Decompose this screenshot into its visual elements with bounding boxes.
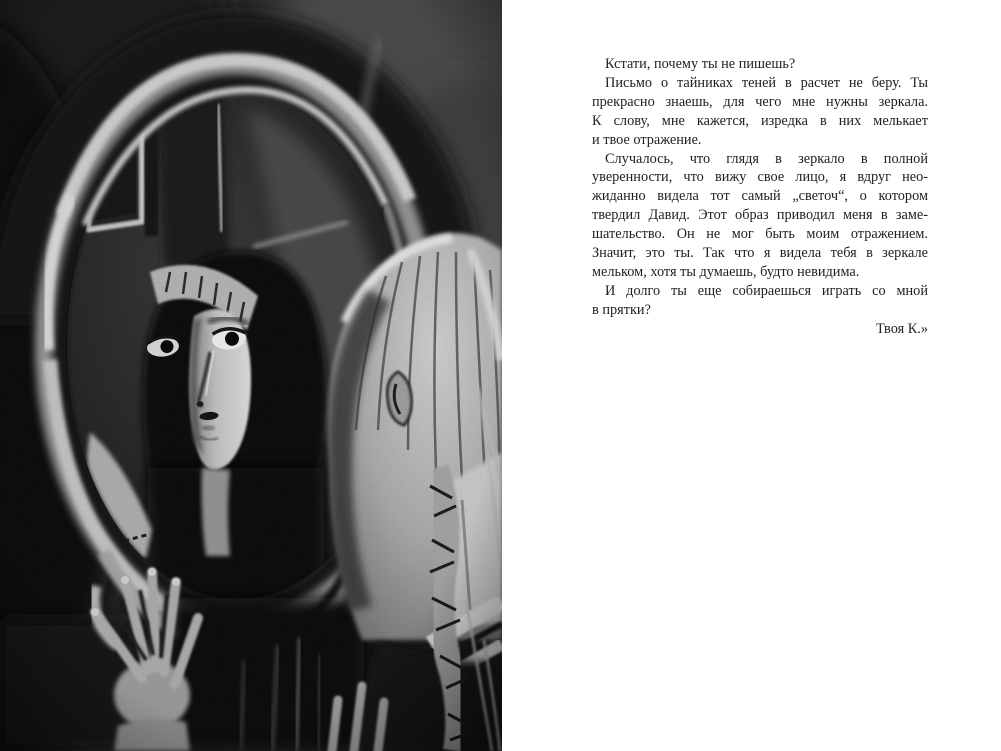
letter-line: в прятки?: [592, 301, 651, 318]
letter-line: Случалось, что глядя в зеркало в полной: [605, 150, 928, 167]
letter-line: шательство. Он не мог быть моим отражением.: [592, 226, 928, 243]
letter-line: мельком, хотя ты думаешь, будто невидима.: [592, 263, 860, 280]
letter-line: И долго ты еще собираешься играть со мной: [605, 282, 928, 299]
letter-line: прекрасно знаешь, для чего мне нужны зеркала.: [592, 93, 928, 110]
letter-line: и твое отражение.: [592, 131, 702, 148]
letter-line: Письмо о тайниках теней в расчет не беру. Ты: [605, 74, 928, 91]
letter-line: уверенности, что вижу свое лицо, я вдруг нео-: [592, 169, 928, 186]
letter-line: Значит, это ты. Так что я видела тебя в зеркале: [592, 245, 928, 262]
letter-line: твердил Давид. Этот образ приводил меня в заме-: [592, 207, 928, 224]
letter-line: К слову, мне кажется, изредка в них мелькает: [592, 112, 928, 129]
letter-text: [592, 55, 928, 339]
text-page: [502, 0, 1001, 751]
letter-line: жиданно видела тот самый „светоч“, о котором: [592, 188, 928, 205]
letter-line: Кстати, почему ты не пишешь?: [605, 56, 796, 72]
letter-line: Твоя К.»: [876, 320, 928, 337]
